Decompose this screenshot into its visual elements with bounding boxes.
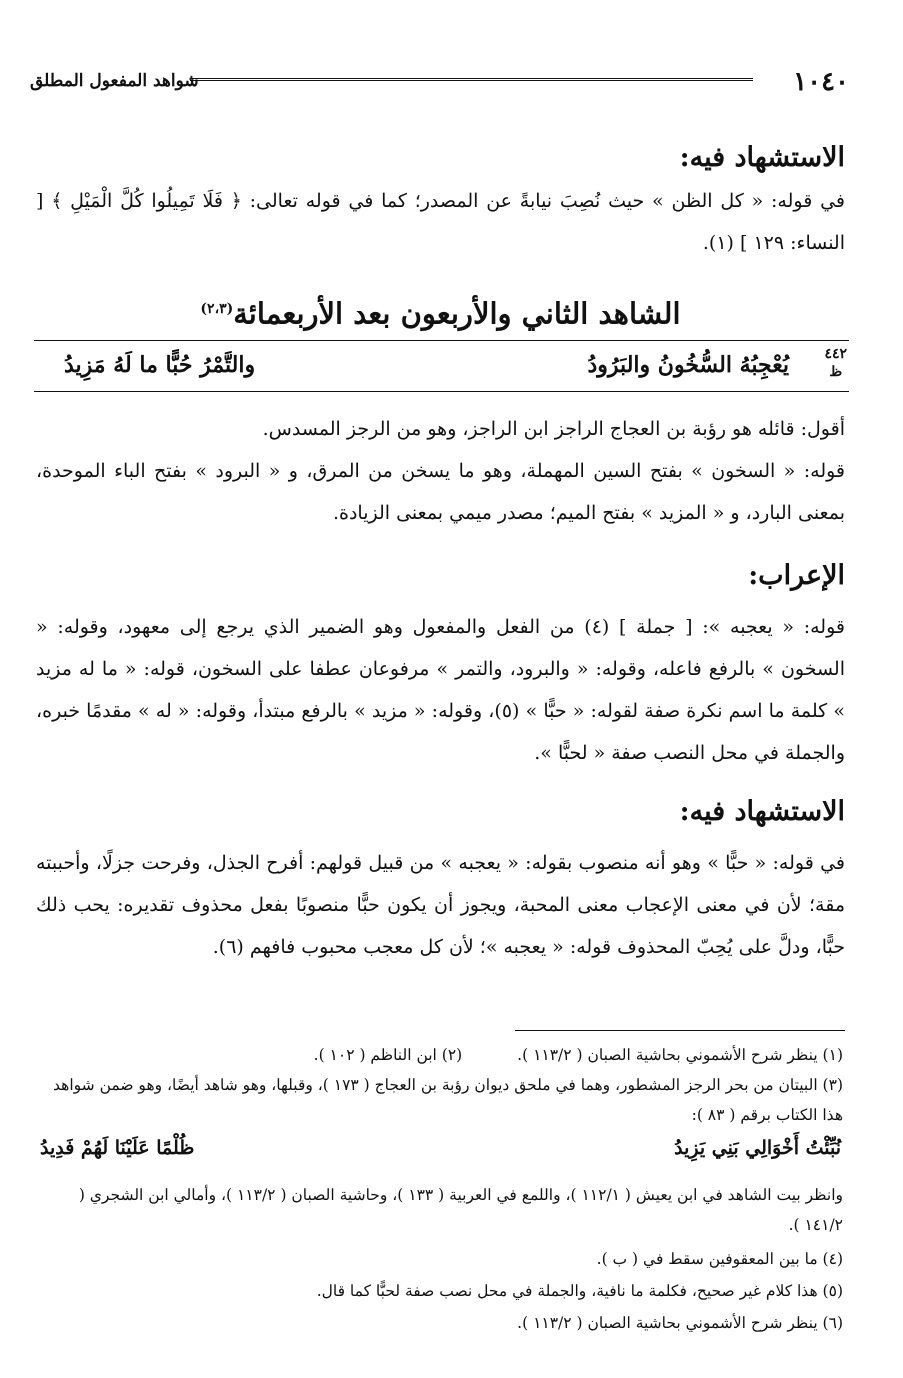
section-irab (36, 556, 845, 774)
section-heading: الاستشهاد فيه: (679, 796, 845, 827)
verse-meter-mark: ظ (829, 364, 843, 380)
header-double-rule (190, 78, 753, 85)
footnote-verse-a: نُبِّئْتُ أَخْوَالِي بَنِي يَزِيدُ (674, 1137, 841, 1159)
footnote-3: (٣) البيتان من بحر الرجز المشطور، وهما في ملحق ديوان رؤبة بن العجاج ( ١٧٣ )، وقبلها، وهو شاهد أيضًا، وهو ضمن شواهد هذا الكتاب برقم ( ٨٣ ): (53, 1076, 843, 1124)
verse-number (824, 345, 847, 381)
witness-title (36, 284, 845, 339)
footnote-verse-b: ظُلْمًا عَلَيْنَا لَهُمْ فَدِيدُ (40, 1137, 195, 1159)
footnote-separator (515, 1030, 845, 1031)
footnote-2: (٢) ابن الناظم ( ١٠٢ ). (313, 1046, 463, 1064)
verse-hemistich-2: والتَّمْرُ حُبًّا ما لَهُ مَزِيدُ (64, 352, 256, 378)
running-head (30, 64, 849, 100)
paragraph: أقول: قائله هو رؤبة بن العجاج الراجز ابن الراجز، وهو من الرجز المسدس. (262, 418, 845, 440)
footnote-1: (١) ينظر شرح الأشموني بحاشية الصبان ( ١١٣/٢ ). (517, 1046, 843, 1064)
verse-box (34, 340, 849, 392)
witness-title-marks: (٢،٣) (200, 301, 234, 317)
witness-title-text: الشاهد الثاني والأربعون بعد الأربعمائة (233, 296, 681, 331)
verse-number-value: ٤٤٢ (824, 346, 847, 362)
paragraph: في قوله: « حبًّا » وهو أنه منصوب بقوله: « يعجبه » من قبيل قولهم: أفرح الجذل، وفرحت جزلًا، وأحببته مقة؛ لأن في معنى الإعجاب معنى المحبة، ويجوز أن يكون حبًّا منصوبًا بفعل محذوف تقديره: يحب ذلك حبًّا، ودلَّ على يُحِبّ المحذوف قوله: « يعجبه »؛ لأن كل معجب محبوب فافهم (٦). (36, 852, 845, 958)
footnote-4: (٤) ما بين المعقوفين سقط في ( ب ). (596, 1250, 843, 1268)
paragraph: قوله: « السخون » بفتح السين المهملة، وهو ما يسخن من المرق، و « البرود » بفتح الباء الموحدة، بمعنى البارد، و « المزيد » بفتح الميم؛ مصدر ميمي بمعنى الزيادة. (36, 460, 845, 524)
page-number: ١٠٤٠ (793, 67, 849, 97)
paragraph: في قوله: « كل الظن » حيث نُصِبَ نيابةً عن المصدر؛ كما في قوله تعالى: ﴿ فَلَا تَمِيلُوا كُلَّ الْمَيْلِ ﴾ [ النساء: ١٢٩ ] (١). (36, 190, 845, 254)
section-istishhad-2 (36, 792, 845, 968)
section-heading: الإعراب: (748, 560, 845, 591)
paragraph: قوله: « يعجبه »: [ جملة ] (٤) من الفعل والمفعول وهو الضمير الذي يرجع إلى معهود، وقوله: « السخون » بالرفع فاعله، وقوله: « والبرود، والتمر » مرفوعان عطفا على السخون، قوله: « ما له مزيد » كلمة ما اسم نكرة صفة لقوله: « حبًّا » (٥)، وقوله: « مزيد » بالرفع مبتدأ، وقوله: « له » مقدمًا خبره، والجملة في محل النصب صفة « لحبًّا ». (36, 616, 845, 764)
footnote-6: (٦) ينظر شرح الأشموني بحاشية الصبان ( ١١٣/٢ ). (517, 1314, 843, 1332)
verse-hemistich-1: يُعْجِبُهُ السُّخُونُ والبَرُودُ (587, 352, 789, 378)
section-istishhad-1 (36, 138, 845, 264)
running-title: شواهد المفعول المطلق (30, 71, 199, 91)
footnote-3-continued: وانظر بيت الشاهد في ابن يعيش ( ١١٢/١ )، واللمع في العربية ( ١٣٣ )، وحاشية الصبان ( ١١٣/٢ )، وأمالي ابن الشجري ( ١٤١/٢ ). (78, 1186, 843, 1234)
footnote-line (36, 1040, 843, 1070)
footnote-5: (٥) هذا كلام غير صحيح، فكلمة ما نافية، والجملة في محل نصب صفة لحبًّا كما قال. (316, 1282, 843, 1300)
section-commentary (36, 408, 845, 534)
witness-title-block (36, 284, 845, 339)
section-heading: الاستشهاد فيه: (679, 142, 845, 173)
